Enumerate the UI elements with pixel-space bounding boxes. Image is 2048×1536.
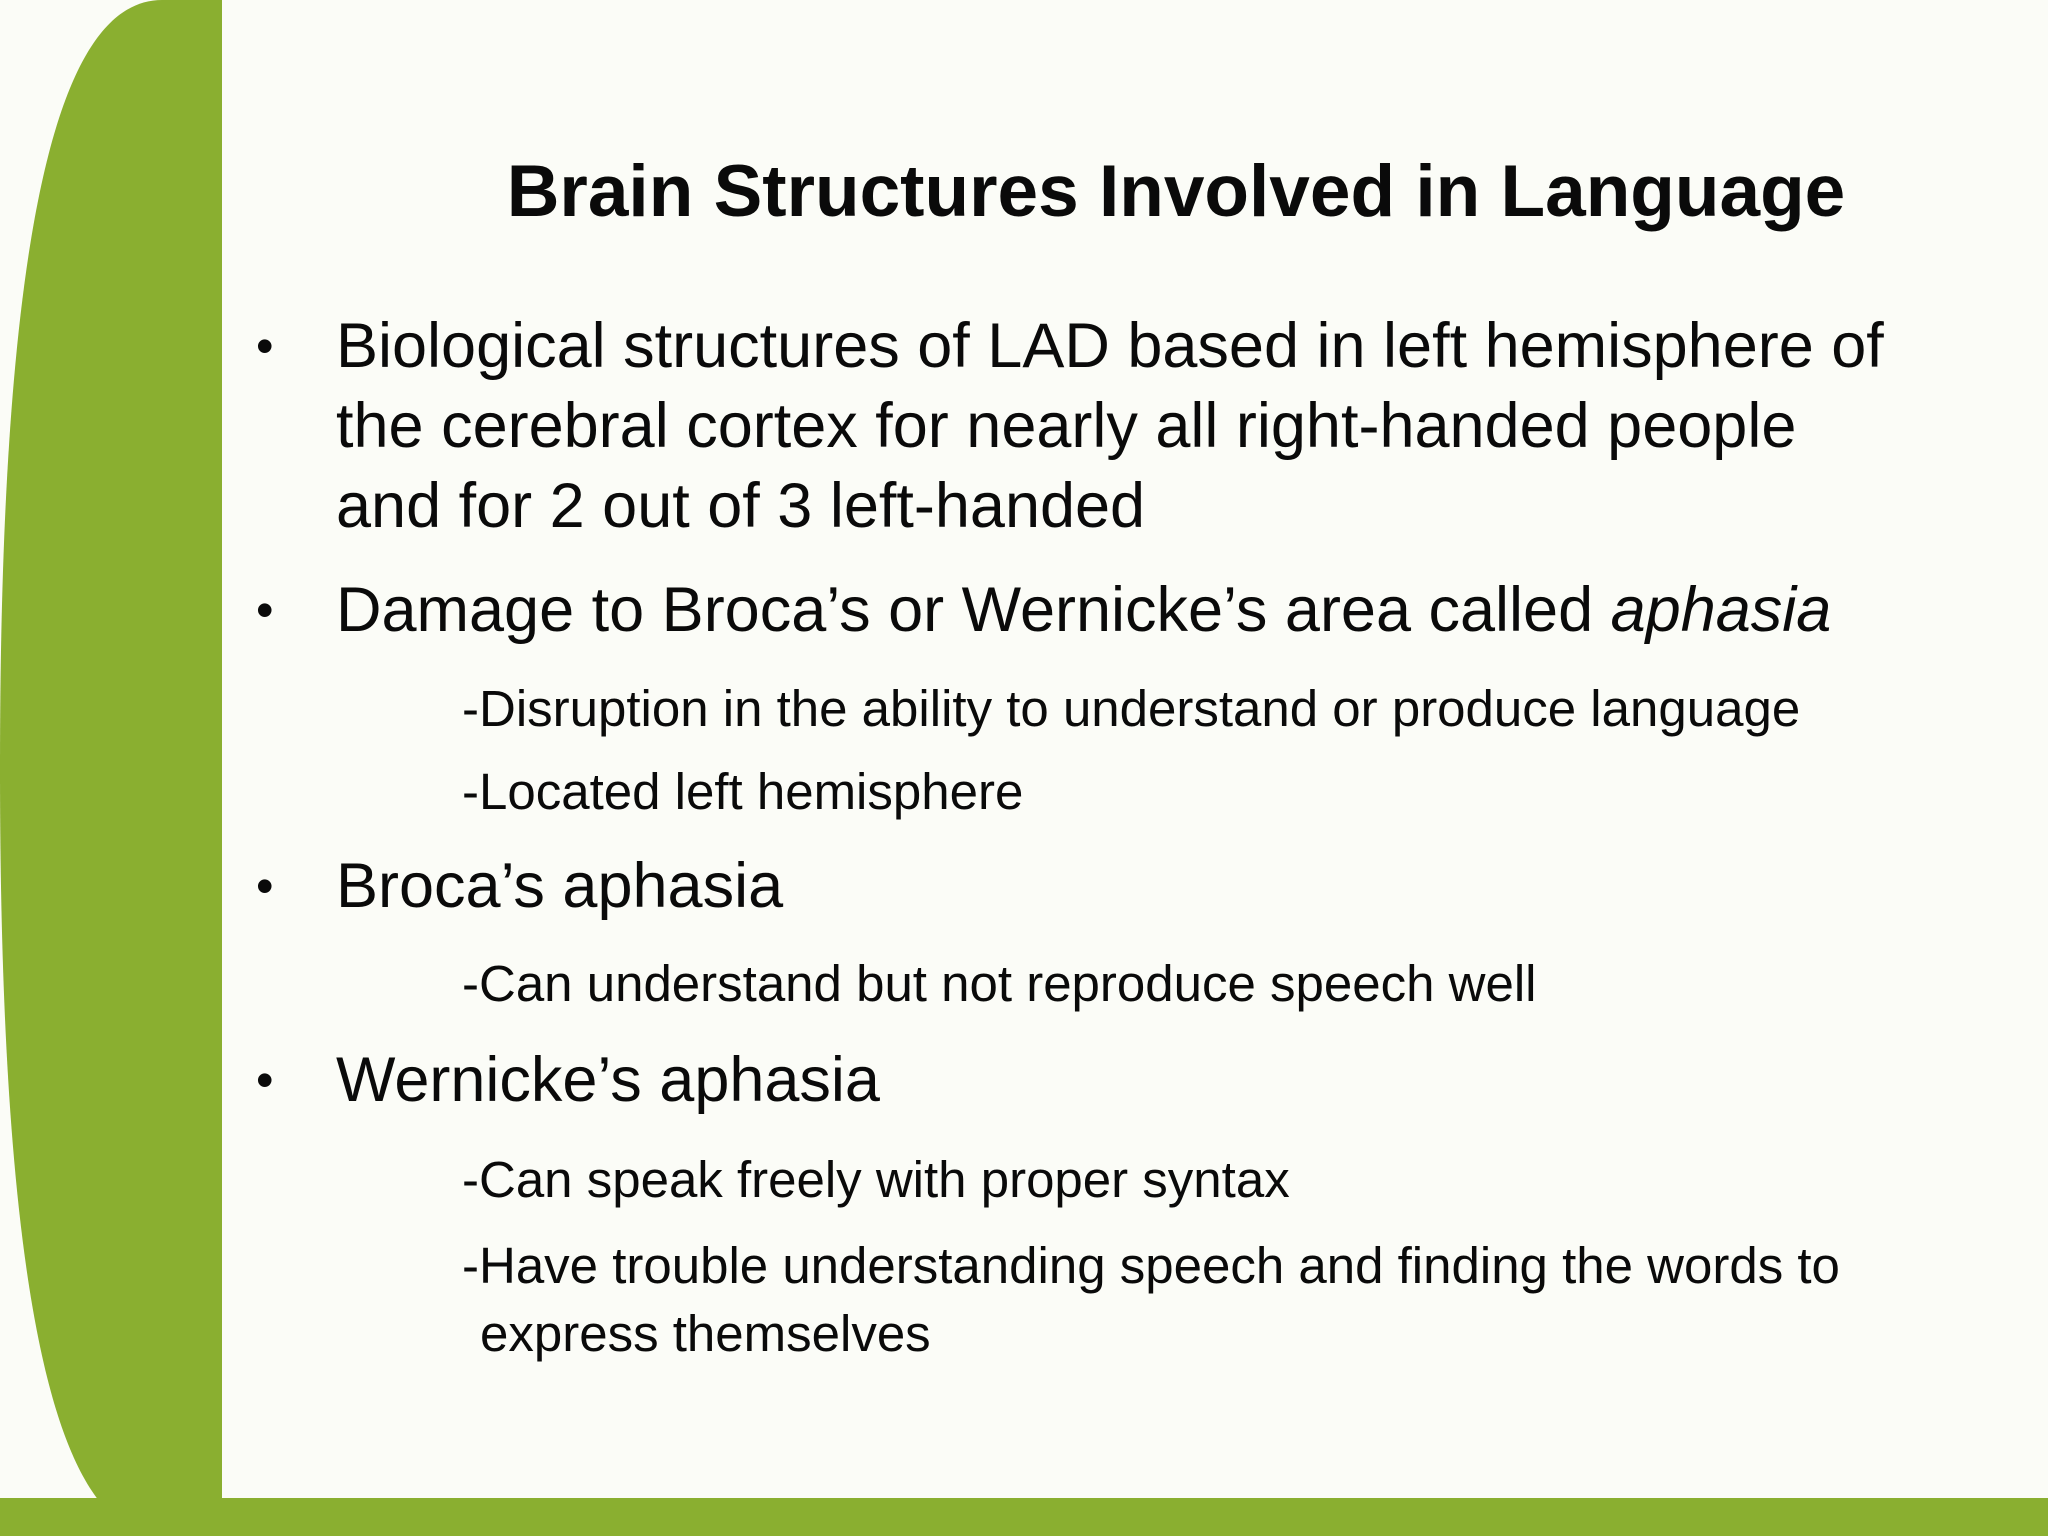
sub-item-disruption: -Disruption in the ability to understand or produce language <box>462 680 1801 737</box>
bullet-wernickes-aphasia: • Wernicke’s aphasia <box>336 1040 2016 1120</box>
sub-line-continued: express themselves <box>480 1305 931 1362</box>
bullet-text: Damage to Broca’s or Wernicke’s area called <box>336 575 1611 645</box>
sub-line: -Have trouble understanding speech and finding the words to <box>462 1237 1840 1294</box>
bullet-brocas-aphasia: • Broca’s aphasia <box>336 846 2016 926</box>
bullet-line: and for 2 out of 3 left-handed <box>336 471 1146 541</box>
sub-item-trouble-understanding <box>462 1232 2022 1368</box>
slide-title: Brain Structures Involved in Language <box>506 151 1846 232</box>
bullet-line: the cerebral cortex for nearly all right-handed people <box>336 391 1797 461</box>
sub-item-broca-understand: -Can understand but not reproduce speech well <box>462 955 1537 1012</box>
sub-item-speak-freely: -Can speak freely with proper syntax <box>462 1151 1290 1208</box>
bullet-aphasia-damage <box>336 570 2016 650</box>
bullet-line: Biological structures of LAD based in left hemisphere of <box>336 311 1884 381</box>
bullet-lad-structures <box>336 306 2016 546</box>
aphasia-term: aphasia <box>1610 575 1832 645</box>
sub-item-located: -Located left hemisphere <box>462 763 1024 820</box>
